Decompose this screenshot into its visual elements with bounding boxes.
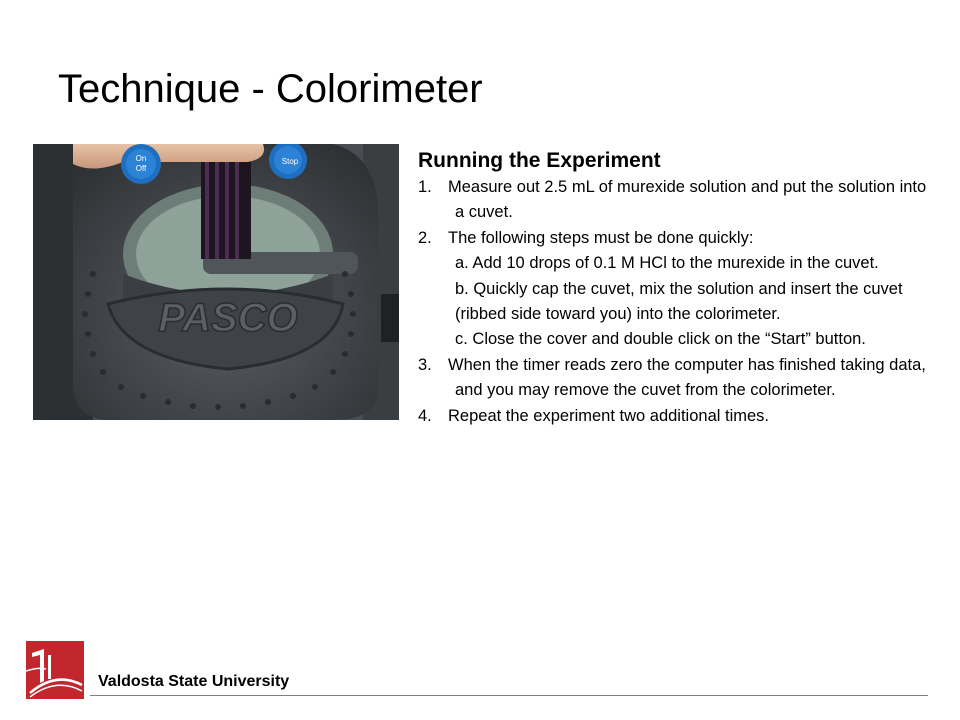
step-2 [418, 226, 938, 251]
step-number: 4. [418, 406, 432, 425]
substep-2c: c. Close the cover and double click on the “Start” button. [455, 330, 866, 349]
substep-2b: b. Quickly cap the cuvet, mix the solution and insert the cuvet (ribbed side toward you) into the colorimeter. [455, 279, 903, 324]
step-text: When the timer reads zero the computer has finished taking data, and you may remove the cuvet from the colorimeter. [448, 355, 926, 400]
pasco-brand: PASCO [158, 296, 298, 340]
colorimeter-photo [33, 144, 399, 420]
step-text: The following steps must be done quickly: [448, 228, 754, 247]
instructions [418, 146, 938, 429]
step-number: 3. [418, 355, 432, 374]
step-text: Measure out 2.5 mL of murexide solution and put the solution into a cuvet. [448, 178, 927, 222]
step-text: Repeat the experiment two additional times. [448, 406, 770, 425]
off-label: Off [135, 164, 147, 173]
step-1 [418, 175, 938, 226]
on-label: On [135, 154, 147, 163]
substep-2a: a. Add 10 drops of 0.1 M HCl to the murexide in the cuvet. [455, 254, 879, 273]
step-3 [418, 353, 938, 404]
instructions-heading: Running the Experiment [418, 149, 661, 172]
colorimeter-illustration [33, 144, 399, 420]
university-logo-icon [26, 641, 84, 699]
university-logo [26, 641, 84, 699]
stop-label: Stop [281, 157, 299, 166]
footer-divider [90, 695, 928, 696]
slide-title: Technique - Colorimeter [58, 67, 483, 111]
footer-university-name: Valdosta State University [98, 673, 290, 690]
step-number: 1. [418, 178, 432, 196]
step-4 [418, 404, 938, 429]
step-number: 2. [418, 228, 432, 247]
